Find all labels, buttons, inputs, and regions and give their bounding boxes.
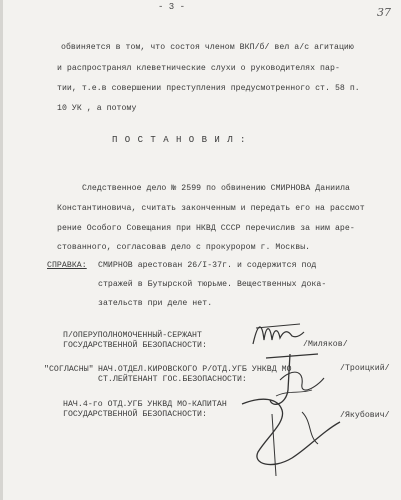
- resolution-line-2: Константиновича, считать законченным и передать его на рассмот: [57, 204, 365, 213]
- scan-edge: [0, 0, 3, 500]
- intro-line-1: обвиняется в том, что состоя членом ВКП/б/ вел а/с агитацию: [61, 43, 354, 52]
- resolution-line-1: Следственное дело № 2599 по обвинению СМИРНОВА Даниила: [82, 184, 351, 193]
- resolution-line-3: рение Особого Совещания при НКВД СССР перечислив за ним аре-: [57, 224, 355, 233]
- sig2-name: /Троицкий/: [340, 364, 390, 373]
- note-line-2: стражей в Бутырской тюрьме. Вещественных дока-: [98, 280, 327, 289]
- resolution-line-4: стованного, согласовав дело с прокурором г. Москвы.: [57, 243, 311, 252]
- handwritten-page-number: 37: [377, 6, 391, 19]
- intro-line-3: тии, т.е.в совершении преступления предусмотренного ст. 58 п.: [57, 84, 360, 93]
- intro-line-2: и распространял клеветнические слухи о руководителях пар-: [57, 64, 340, 73]
- sig3-name: /Якубович/: [340, 411, 390, 420]
- sig3-title-1: НАЧ.4-го ОТД.УГБ УНКВД МО-КАПИТАН: [63, 400, 227, 409]
- note-line-1: СМИРНОВ арестован 26/I-37г. и содержится под: [98, 261, 317, 270]
- resolution-heading: П О С Т А Н О В И Л :: [112, 135, 247, 145]
- sig2-title-1: НАЧ.ОТДЕЛ.КИРОВСКОГО Р/ОТД.УГБ УНКВД МО: [98, 365, 292, 374]
- intro-line-4: 10 УК , а потому: [57, 104, 137, 113]
- agreed-label: "СОГЛАСНЫ": [44, 365, 94, 374]
- signature-mark-1: [248, 318, 308, 352]
- sig3-title-2: ГОСУДАРСТВЕННОЙ БЕЗОПАСНОСТИ:: [63, 410, 207, 419]
- sig2-title-2: СТ.ЛЕЙТЕНАНТ ГОС.БЕЗОПАСНОСТИ:: [98, 375, 247, 384]
- signature-mark-3: [232, 392, 347, 480]
- sig1-title-2: ГОСУДАРСТВЕННОЙ БЕЗОПАСНОСТИ:: [63, 341, 207, 350]
- page-number: - 3 -: [158, 2, 186, 12]
- note-line-3: зательств при деле нет.: [98, 299, 213, 308]
- note-label: СПРАВКА:: [47, 261, 87, 270]
- sig1-title-1: П/ОПЕРУПОЛНОМОЧЕННЫЙ-СЕРЖАНТ: [63, 331, 202, 340]
- sig1-name: /Миляков/: [303, 340, 348, 349]
